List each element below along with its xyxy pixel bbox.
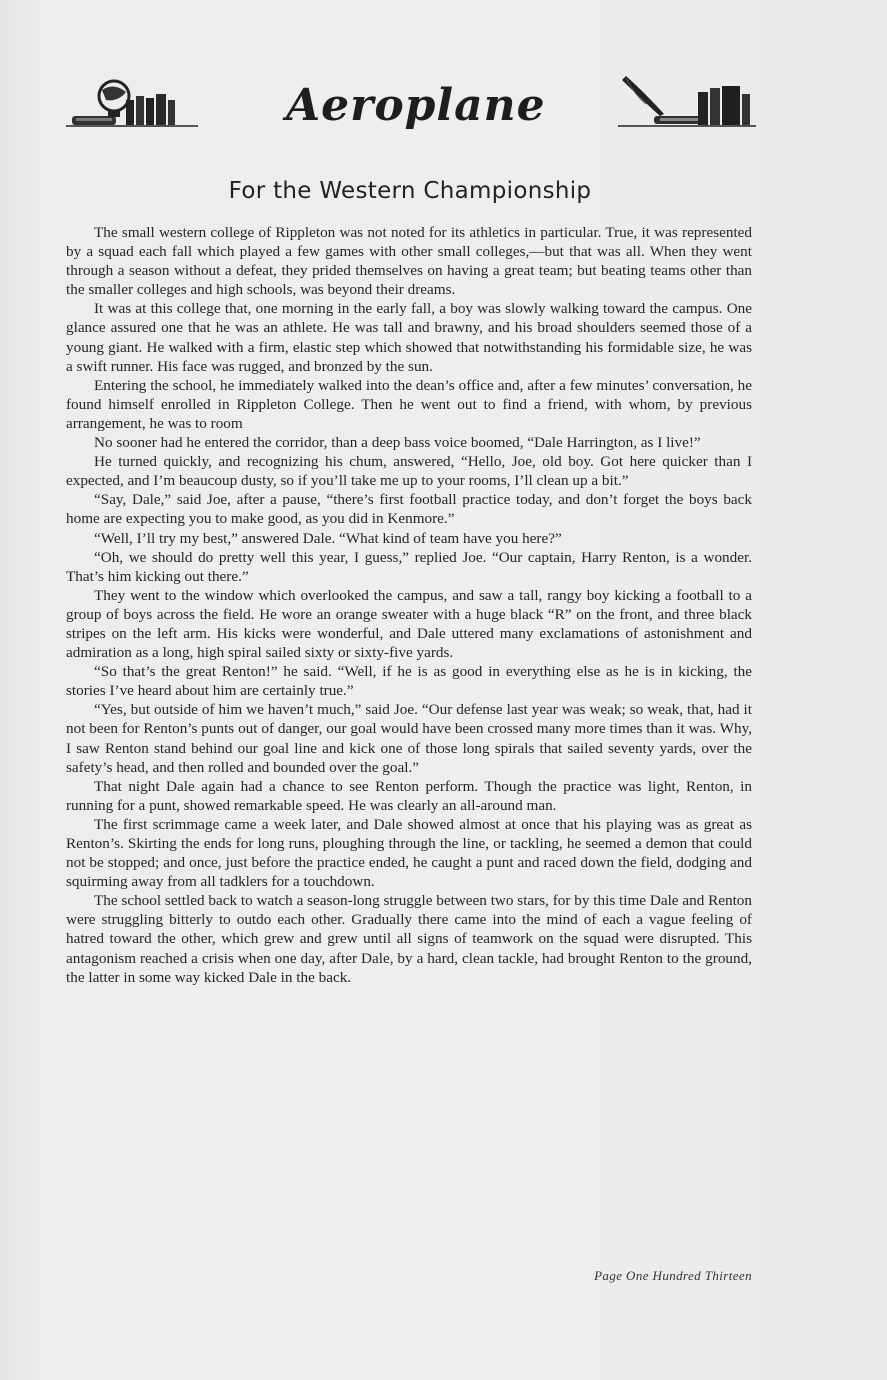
paragraph: “Say, Dale,” said Joe, after a pause, “there’s first football practice today, and don’t forget the boys back home are expecting you to make good, as you did in Kenmore.” — [66, 491, 752, 528]
paragraph: “So that’s the great Renton!” he said. “Well, if he is as good in everything else as he is in kicking, the stories I’ve heard about him are certainly true.” — [66, 663, 752, 700]
paragraph: The school settled back to watch a season-long struggle between two stars, for by this time Dale and Renton were struggling bitterly to outdo each other. Gradually there came into the mind of each a vague feeling of hatred toward the other, which grew and grew until all signs of teamwork on the squad were disrupted. This antagonism reached a crisis when one day, after Dale, by a hard, clean tackle, had brought Renton to the ground, the latter in some way kicked Dale in the back. — [66, 892, 752, 986]
globe-and-books-icon — [66, 76, 206, 128]
article-body — [66, 223, 752, 987]
paragraph: “Well, I’ll try my best,” answered Dale. “What kind of team have you here?” — [94, 529, 562, 547]
masthead — [66, 68, 756, 158]
masthead-title: Aeroplane — [286, 80, 546, 131]
paragraph: That night Dale again had a chance to see Renton perform. Though the practice was light, Renton, in running for a punt, showed remarkable speed. He was clearly an all-around man. — [66, 777, 752, 814]
article-title: For the Western Championship — [228, 178, 592, 204]
quill-and-books-icon — [616, 74, 756, 128]
paragraph: They went to the window which overlooked the campus, and saw a tall, rangy boy kicking a football to a group of boys across the field. He wore an orange sweater with a huge black “R” on the front, and three black stripes on the left arm. His kicks were wonderful, and Dale uttered many exclamations of astonishment and admiration as a long, high spiral sailed sixty or sixty-five yards. — [66, 586, 752, 662]
paragraph: No sooner had he entered the corridor, than a deep bass voice boomed, “Dale Harrington, as I live!” — [94, 434, 701, 452]
paragraph: The small western college of Rippleton was not noted for its athletics in particular. True, it was represented by a squad each fall which played a few games with other small colleges,—but that was all. When they went through a season without a defeat, they prided themselves on having a great team; but beating teams other than the smaller colleges and high schools, was beyond their dreams. — [66, 224, 752, 299]
paragraph: Entering the school, he immediately walked into the dean’s office and, after a few minutes’ conversation, he found himself enrolled in Rippleton College. Then he went out to find a friend, with whom, by previous arrangement, he was to room — [66, 376, 752, 432]
paragraph: “Yes, but outside of him we haven’t much,” said Joe. “Our defense last year was weak; so weak, that, had it not been for Renton’s punts out of danger, our goal would have been crossed many more times than it was. Why, I saw Renton stand behind our goal line and kick one of those long spirals that sailed seventy yards, over the safety’s head, and then rolled and bounded over the goal.” — [66, 701, 752, 776]
paragraph: It was at this college that, one morning in the early fall, a boy was slowly walking toward the campus. One glance assured one that he was an athlete. He was tall and brawny, and his broad shoulders seemed those of a young giant. He walked with a firm, elastic step which showed that notwithstanding his formidable size, he was a swift runner. His face was rugged, and bronzed by the sun. — [66, 300, 752, 375]
paragraph: “Oh, we should do pretty well this year, I guess,” replied Joe. “Our captain, Harry Renton, is a wonder. That’s him kicking out there.” — [66, 548, 752, 585]
page-number: Page One Hundred Thirteen — [594, 1268, 752, 1283]
paragraph: He turned quickly, and recognizing his chum, answered, “Hello, Joe, old boy. Got here quicker than I expected, and I’m beaucoup dusty, so if you’ll take me up to your rooms, I’ll clean up a bit.” — [66, 453, 752, 490]
paragraph: The first scrimmage came a week later, and Dale showed almost at once that his playing was as great as Renton’s. Skirting the ends for long runs, ploughing through the line, or tackling, he seemed a demon that could not be stopped; and once, just before the practice ended, he caught a punt and raced down the field, dodging and squirming away from all tadklers for a touchdown. — [66, 815, 752, 891]
